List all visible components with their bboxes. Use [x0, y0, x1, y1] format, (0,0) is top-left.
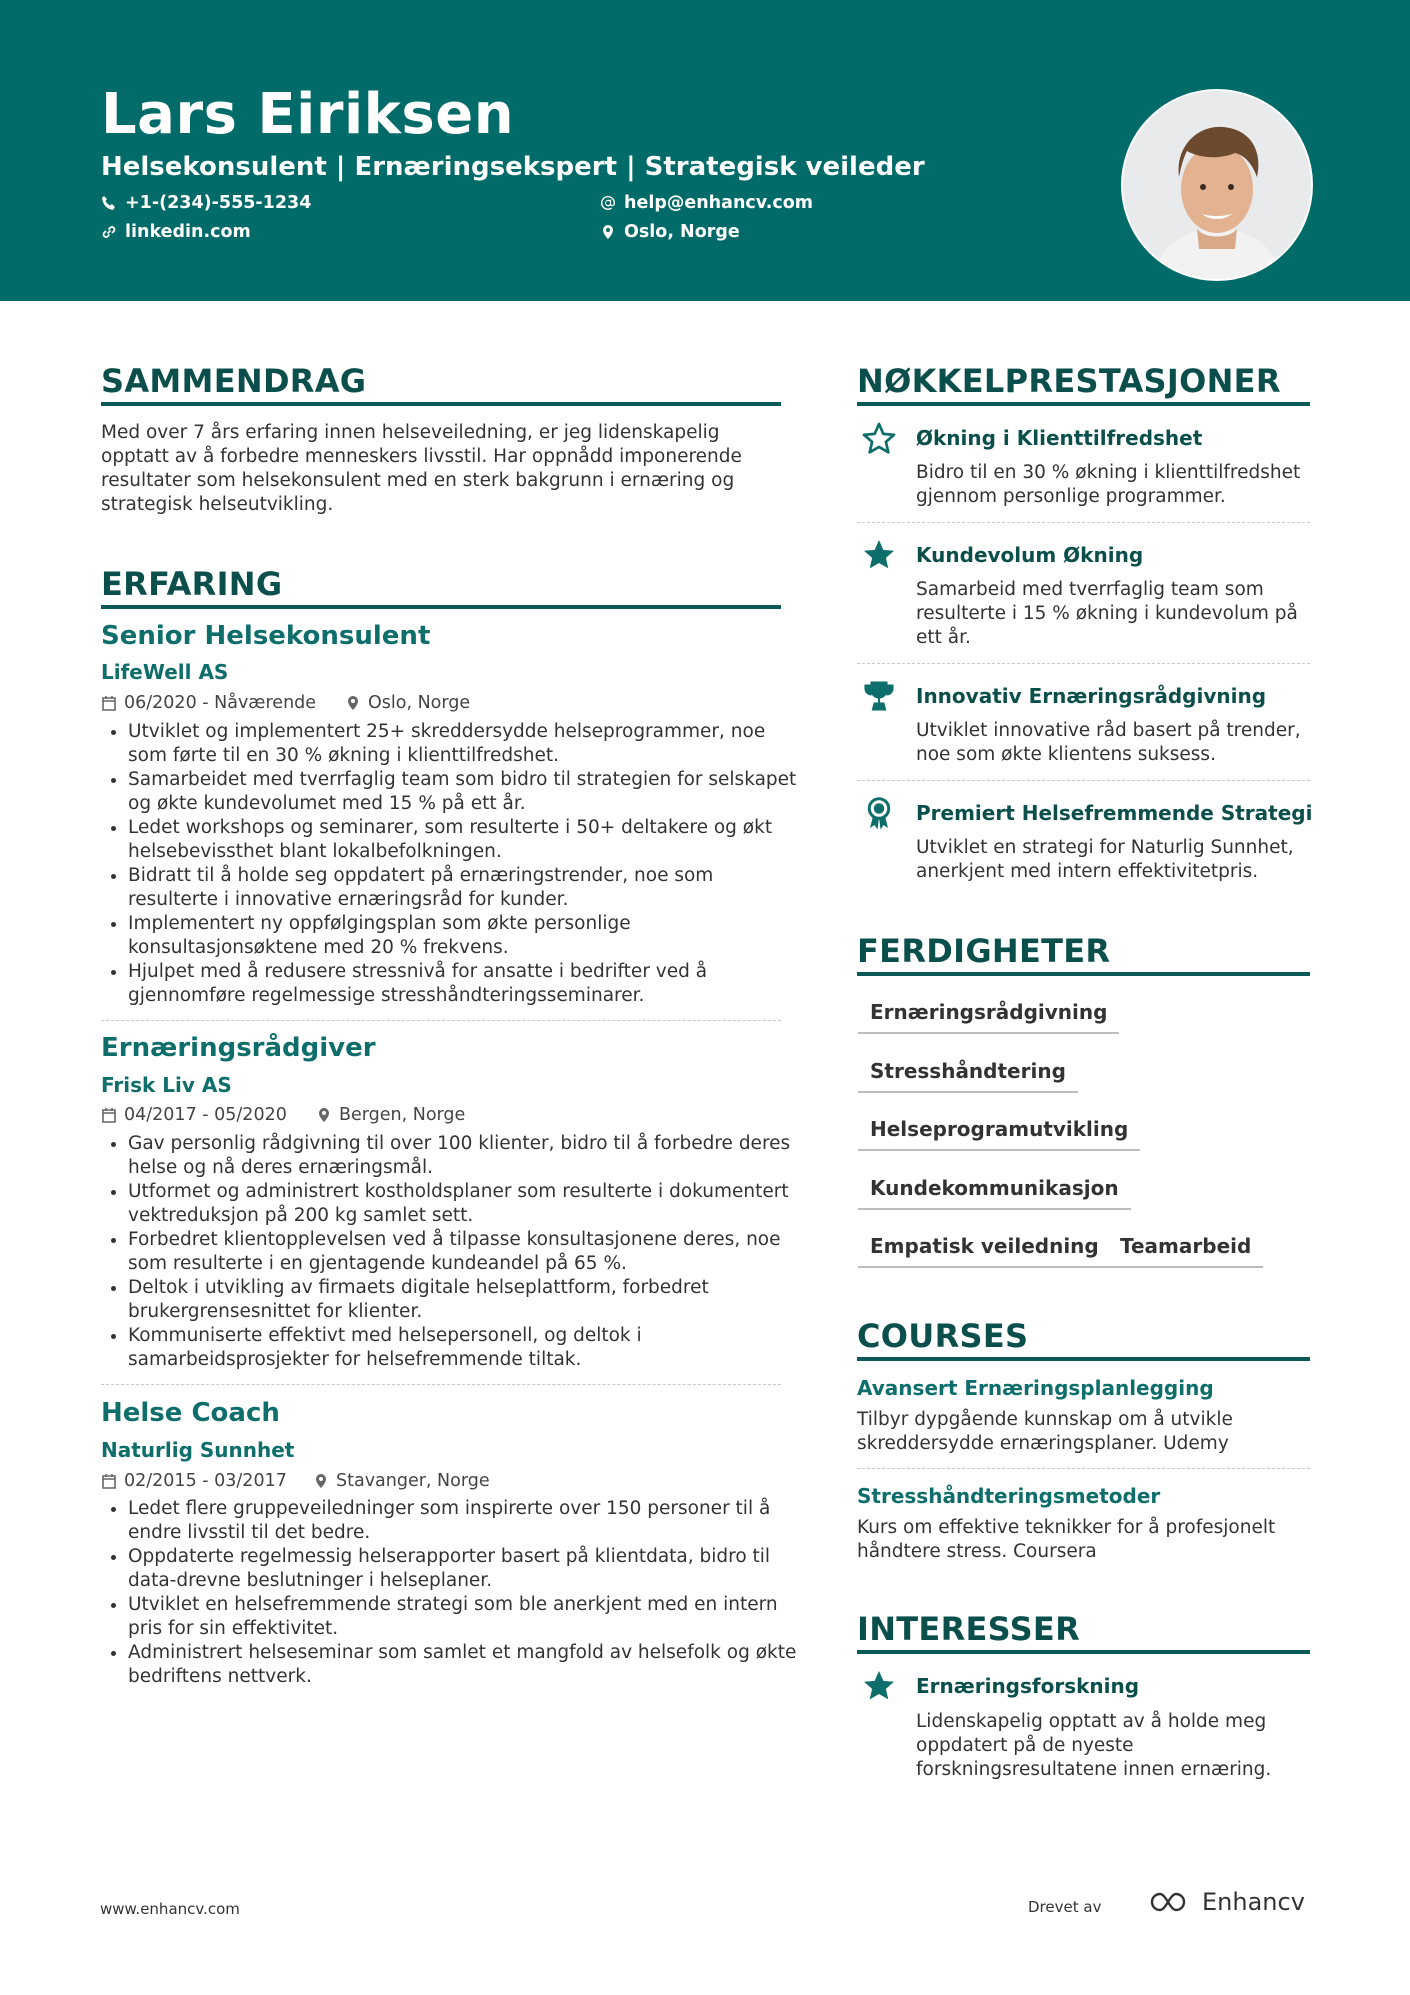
map-pin-icon	[600, 224, 616, 240]
candidate-subtitle: Helsekonsulent | Ernæringsekspert | Strategisk veileder	[101, 152, 925, 182]
experience-title: ERFARING	[101, 565, 283, 603]
bullet-item: • Samarbeidet med tverrfaglig team som bidro til strategien for selskapet og økte kundevolumet med 15 % på ett år.	[128, 768, 808, 816]
skills-title: FERDIGHETER	[857, 932, 1111, 970]
bullet-item: • Administrert helseseminar som samlet et mangfold av helsefolk og økte bedriftens nettverk.	[128, 1641, 808, 1689]
skill-tag: Kundekommunikasjon	[858, 1176, 1131, 1210]
calendar-icon	[101, 1473, 117, 1489]
job-role: Ernæringsrådgiver	[101, 1033, 376, 1063]
bullet-item: • Bidratt til å holde seg oppdatert på ernæringstrender, noe som resulterte i innovative ernæringsråd for kunder.	[128, 864, 808, 912]
achievement-title: Premiert Helsefremmende Strategi	[916, 801, 1313, 825]
job-company: Naturlig Sunnhet	[101, 1438, 295, 1462]
bullet-item: • Deltok i utvikling av firmaets digitale helseplattform, forbedret brukergrensesnittet for klienter.	[128, 1276, 808, 1324]
interests-rule	[857, 1650, 1310, 1654]
linkedin-text: linkedin.com	[125, 222, 251, 242]
star-outline-icon	[861, 421, 897, 457]
candidate-name: Lars Eiriksen	[101, 82, 515, 147]
skill-tag: Stresshåndtering	[858, 1059, 1078, 1093]
profile-photo	[1121, 89, 1313, 281]
course-title: Stresshåndteringsmetoder	[857, 1484, 1161, 1508]
map-pin-icon	[313, 1473, 329, 1489]
job-location-text: Bergen, Norge	[339, 1105, 466, 1125]
interest-title: Ernæringsforskning	[916, 1674, 1140, 1698]
job-dates-text: 06/2020 - Nåværende	[124, 693, 317, 713]
phone-icon	[101, 195, 117, 211]
course-text: Kurs om effektive teknikker for å profesjonelt håndtere stress. Coursera	[857, 1517, 1276, 1562]
header	[0, 0, 1410, 301]
contact-linkedin[interactable]	[101, 222, 251, 242]
job-location	[316, 1105, 465, 1125]
job-dates	[101, 693, 316, 713]
interests-title: INTERESSER	[857, 1610, 1081, 1648]
achievements-title: NØKKELPRESTASJONER	[857, 362, 1281, 400]
job-location-text: Oslo, Norge	[368, 693, 471, 713]
divider	[101, 1020, 781, 1021]
job-bullets	[100, 1497, 808, 1689]
achievement-title: Kundevolum Økning	[916, 543, 1144, 567]
achievement-title: Økning i Klienttilfredshet	[916, 426, 1203, 450]
course-text: Tilbyr dypgående kunnskap om å utvikle skreddersydde ernæringsplaner. Udemy	[857, 1409, 1233, 1454]
star-icon	[861, 1668, 897, 1704]
trophy-icon	[861, 678, 897, 714]
achievement-title: Innovativ Ernæringsrådgivning	[916, 684, 1267, 708]
courses-title: COURSES	[857, 1317, 1029, 1355]
job-company: Frisk Liv AS	[101, 1073, 232, 1097]
award-medal-icon	[861, 795, 897, 831]
courses-rule	[857, 1357, 1310, 1361]
map-pin-icon	[316, 1107, 332, 1123]
job-company: LifeWell AS	[101, 660, 229, 684]
divider	[101, 1384, 781, 1385]
job-bullets	[100, 1132, 808, 1372]
bullet-item: • Utviklet og implementert 25+ skreddersydde helseprogrammer, noe som førte til en 30 % økning i klienttilfredshet.	[128, 720, 808, 768]
skill-tag: Empatisk veiledning	[858, 1234, 1111, 1268]
phone-text: +1-(234)-555-1234	[125, 193, 312, 213]
bullet-item: • Utformet og administrert kostholdsplaner som resulterte i dokumentert vektreduksjon på 200 kg samlet sett.	[128, 1180, 808, 1228]
summary-rule	[101, 402, 781, 406]
divider	[857, 780, 1310, 781]
footer-powered-by: Drevet av	[1028, 1898, 1102, 1916]
calendar-icon	[101, 695, 117, 711]
star-icon	[861, 537, 897, 573]
bullet-item: • Ledet flere gruppeveiledninger som inspirerte over 150 personer til å endre livsstil til det bedre.	[128, 1497, 808, 1545]
contact-phone	[101, 193, 311, 213]
bullet-item: • Oppdaterte regelmessig helserapporter basert på klientdata, bidro til data-drevne beslutninger i helseplaner.	[128, 1545, 808, 1593]
achievements-rule	[857, 402, 1310, 406]
achievement-text: Utviklet innovative råd basert på trender, noe som økte klientens suksess.	[916, 720, 1301, 765]
divider	[857, 663, 1310, 664]
bullet-item: • Ledet workshops og seminarer, som resulterte i 50+ deltakere og økt helsebevissthet blant lokalbefolkningen.	[128, 816, 808, 864]
job-role: Helse Coach	[101, 1398, 280, 1428]
brand-logo[interactable]	[1148, 1888, 1305, 1916]
job-location	[345, 693, 470, 713]
email-text: help@enhancv.com	[624, 193, 814, 213]
bullet-item: • Hjulpet med å redusere stressnivå for ansatte i bedrifter ved å gjennomføre regelmessige stresshåndteringsseminarer.	[128, 960, 808, 1008]
skill-tag: Ernæringsrådgivning	[858, 1000, 1119, 1034]
experience-rule	[101, 605, 781, 609]
job-location	[313, 1471, 490, 1491]
achievement-text: Utviklet en strategi for Naturlig Sunnhet, anerkjent med intern effektivitetpris.	[916, 837, 1294, 882]
contact-email[interactable]	[600, 193, 813, 213]
avatar-portrait	[1123, 91, 1311, 279]
summary-text: Med over 7 års erfaring innen helseveiledning, er jeg lidenskapelig opptatt av å forbedre menneskers livsstil. Har oppnådd imponerende resultater som helsekonsulent med en sterk bakgrunn i ernæring og strategisk helseutvikling.	[101, 422, 742, 515]
divider	[857, 522, 1310, 523]
location-text: Oslo, Norge	[624, 222, 740, 242]
bullet-item: • Implementert ny oppfølgingsplan som økte personlige konsultasjonsøktene med 20 % frekvens.	[128, 912, 808, 960]
job-dates-text: 02/2015 - 03/2017	[124, 1471, 287, 1491]
link-icon	[101, 224, 117, 240]
bullet-item: • Utviklet en helsefremmende strategi som ble anerkjent med en intern pris for sin effektivitet.	[128, 1593, 808, 1641]
achievement-text: Samarbeid med tverrfaglig team som resulterte i 15 % økning i kundevolum på ett år.	[916, 579, 1298, 648]
skills-rule	[857, 972, 1310, 976]
bullet-item: • Forbedret klientopplevelsen ved å tilpasse konsultasjonene deres, noe som resulterte i en gjentagende kundeandel på 65 %.	[128, 1228, 808, 1276]
summary-title: SAMMENDRAG	[101, 362, 367, 400]
footer-website[interactable]: www.enhancv.com	[100, 1900, 240, 1918]
at-icon	[600, 195, 616, 211]
course-title: Avansert Ernæringsplanlegging	[857, 1376, 1214, 1400]
map-pin-icon	[345, 695, 361, 711]
calendar-icon	[101, 1107, 117, 1123]
bullet-item: • Kommuniserte effektivt med helsepersonell, og deltok i samarbeidsprosjekter for helsefremmende tiltak.	[128, 1324, 808, 1372]
job-dates	[101, 1471, 287, 1491]
skill-tag: Teamarbeid	[1108, 1234, 1263, 1268]
achievement-text: Bidro til en 30 % økning i klienttilfredshet gjennom personlige programmer.	[916, 462, 1301, 507]
job-dates	[101, 1105, 287, 1125]
job-bullets	[100, 720, 808, 1008]
job-role: Senior Helsekonsulent	[101, 621, 431, 651]
job-location-text: Stavanger, Norge	[336, 1471, 490, 1491]
brand-name: Enhancv	[1202, 1888, 1305, 1916]
contact-location	[600, 222, 740, 242]
skill-tag: Helseprogramutvikling	[858, 1117, 1140, 1151]
enhancv-logo-icon	[1148, 1890, 1194, 1914]
bullet-item: • Gav personlig rådgivning til over 100 klienter, bidro til å forbedre deres helse og nå deres ernæringsmål.	[128, 1132, 808, 1180]
interest-text: Lidenskapelig opptatt av å holde meg oppdatert på de nyeste forskningsresultatene innen ernæring.	[916, 1711, 1272, 1780]
job-dates-text: 04/2017 - 05/2020	[124, 1105, 287, 1125]
divider	[857, 1468, 1310, 1469]
